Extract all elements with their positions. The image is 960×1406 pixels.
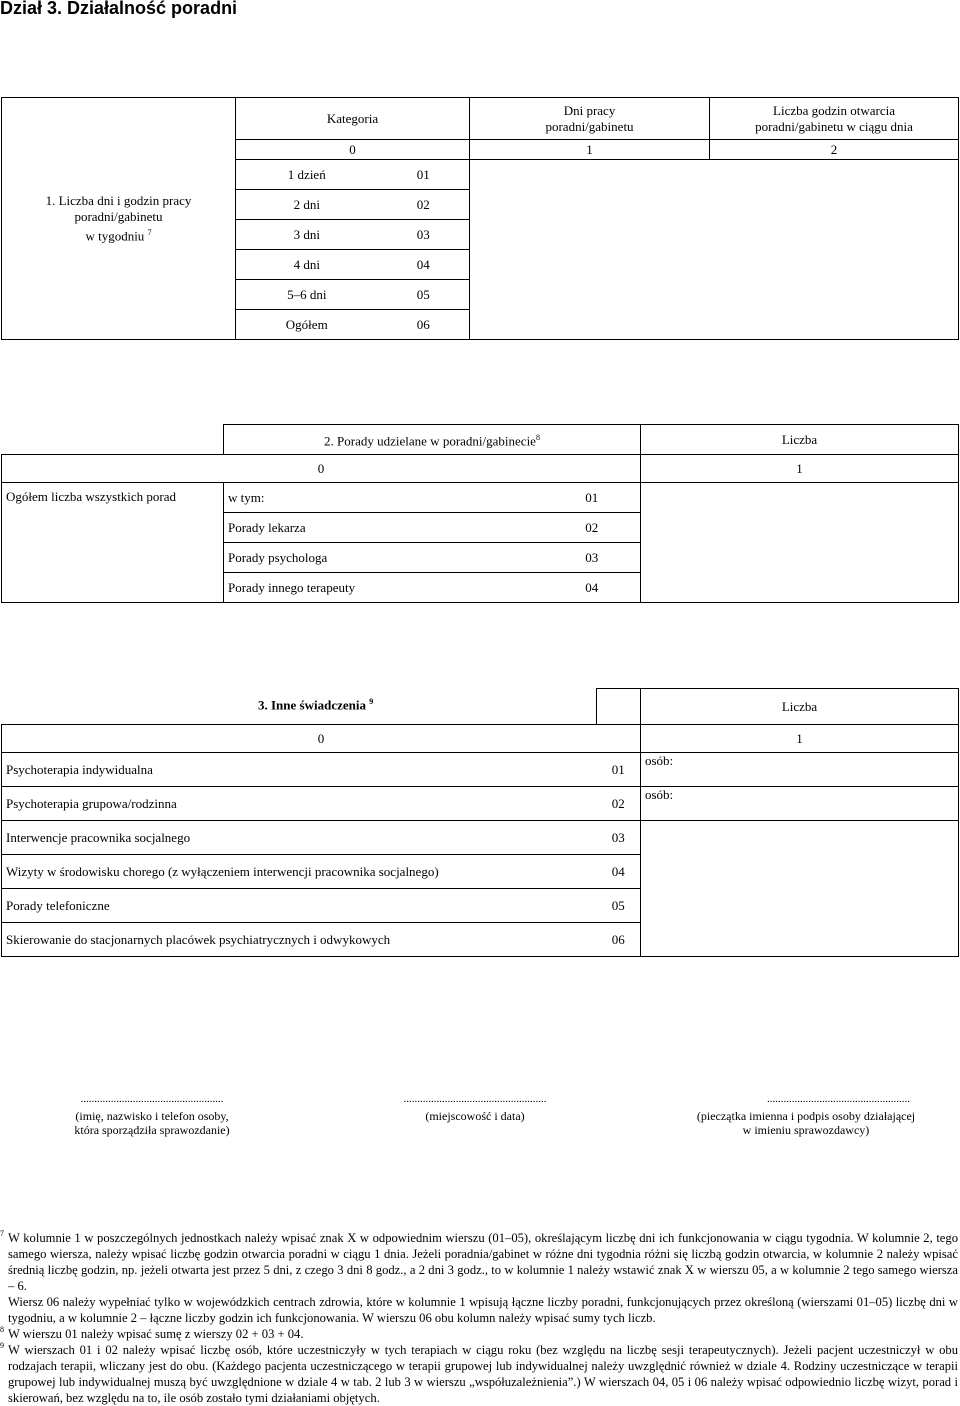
row-code: 01 [544,483,641,513]
footnote-number: 8 [0,1325,4,1334]
col-category-header: Kategoria [236,98,470,140]
footnote-number: 7 [0,1229,4,1238]
row-code: 03 [544,543,641,573]
row-label: Wizyty w środowisku chorego (z wyłączeniem interwencji pracownika socjalnego) [2,855,597,889]
row-code: 04 [544,573,641,603]
row-label: Psychoterapia indywidualna [2,753,597,787]
section2-title: 2. Porady udzielane w poradni/gabinecie$^8$ [224,425,641,455]
row-label: Porady innego terapeuty [224,573,544,603]
footnote-9: W wierszach 01 i 02 należy wpisać liczbę osób, które uczestniczyły w tych terapiach w ciągu roku (bez względu na liczbę sesji terapeutycznych). Jeżeli pacjent uczestniczył w obu rodzajach terapii, wliczany jest do obu. (Każdego pacjenta uczestniczącego w terapii grupowej lub indywidualnej należy uwzględnić również w dziale 4. Rodziny uczestniczące w terapii grupowej lub indywidualnej muszą być uwzględnione w dziale 4 w tab. 2 lub 3 w wierszu „współuzależnienia”.) W wierszach 04, 05 i 06 należy wpisać odpowiednio liczbę wizyt, porad i skierowań, bez względu na to, ile osób zostało tymi działaniami objętych. [8,1343,958,1405]
footnote-7: W kolumnie 1 w poszczególnych jednostkach należy wpisać znak X w odpowiednim wierszu (01–05), określającym liczbę dni ich funkcjonowania w ciągu tygodnia. W kolumnie 2, tego samego wiersza, należy wpisać liczbę godzin otwarcia poradni w ciągu 1 dnia. Jeżeli poradnia/gabinet w różne dni tygodnia różni się liczbą godzin otwarcia, w kolumnie 2 należy wpisać średnią liczbę godzin, np. jeżeli otwarta jest przez 5 dni, z czego 3 dni 8 godz., a 2 dni 3 godz., to w kolumnie 1 należy wstawić znak X w wierszu 05, a w kolumnie 2 tego samego wiersza – 6. [8,1231,958,1293]
footnote-7b: Wiersz 06 należy wypełniać tylko w wojewódzkich centrach zdrowia, które w kolumnie 1 wpisują łączne liczby poradni, funkcjonujących przez określoną (wierszami 01–05) liczbę dni w tygodniu, a w kolumnie 2 – łączne liczby godzin ich funkcjonowania. W wierszu 06 obu kolumn należy wpisać sumy tych liczb. [8,1295,958,1325]
row-label: Porady telefoniczne [2,889,597,923]
table-row [2,753,959,787]
blank-corner [2,425,224,455]
row-code: 06 [597,923,641,957]
col-number-1: 1 [641,725,959,753]
row-label: w tym: [224,483,544,513]
col-days-header: Dni pracy poradni/gabinetu [470,98,710,140]
row-label: Porady lekarza [224,513,544,543]
row-code: 03 [378,220,470,250]
page-title: Dział 3. Działalność poradni [0,0,238,18]
row-code: 01 [597,753,641,787]
signature-author: .................................................... (imię, nazwisko i telefon osoby, która sporządziła sprawozdanie) [52,1095,252,1137]
data-cells[interactable] [641,821,959,957]
row-code: 03 [597,821,641,855]
row-code: 02 [597,787,641,821]
row-label: Ogółem [236,310,378,340]
other-services-table [1,688,959,957]
col-number-0: 0 [2,455,641,483]
table-row [2,787,959,821]
data-cells[interactable] [641,483,959,603]
section3-title [597,689,641,725]
row-label: 1 dzień [236,160,378,190]
row-code: 02 [378,190,470,220]
row-code: 05 [597,889,641,923]
row-code: 01 [378,160,470,190]
row-label: Skierowanie do stacjonarnych placówek psychiatrycznych i odwykowych [2,923,597,957]
row-code: 05 [378,280,470,310]
consultations-table [1,424,959,603]
signature-line: .................................................... [80,1093,224,1105]
data-cells[interactable] [470,160,959,340]
col-count-header: Liczba [641,425,959,455]
footnotes [0,1229,958,1406]
row-label: Psychoterapia grupowa/rodzinna [2,787,597,821]
col-number-0: 0 [236,140,470,160]
footnote-number: 9 [0,1341,4,1350]
persons-cell[interactable]: osób: [641,787,959,821]
signature-stamp: .................................................... (pieczątka imienna i podpis osoby działającej w imieniu sprawozdawcy) [676,1095,936,1137]
table-row [2,483,959,513]
col-number-1: 1 [641,455,959,483]
days-hours-table [1,97,959,340]
footnote-8: W wierszu 01 należy wpisać sumę z wierszy 02 + 03 + 04. [8,1327,304,1341]
row-label: 2 dni [236,190,378,220]
row-label: 4 dni [236,250,378,280]
row-label: Interwencje pracownika socjalnego [2,821,597,855]
section3-title-text: 3. Inne świadczenia $^9$ [258,697,374,713]
signature-line: .................................................... [403,1093,547,1105]
section1-row-label: 1. Liczba dni i godzin pracy poradni/gabinetu w tygodniu $^7$ [2,98,236,340]
row-code: 02 [544,513,641,543]
persons-cell[interactable]: osób: [641,753,959,787]
table-row [2,821,959,855]
row-code: 06 [378,310,470,340]
signature-line: .................................................... [767,1093,910,1105]
col-hours-header: Liczba godzin otwarcia poradni/gabinetu w ciągu dnia [710,98,959,140]
row-code: 04 [597,855,641,889]
col-count-header: Liczba [641,689,959,725]
total-consultations-label: Ogółem liczba wszystkich porad [2,483,224,603]
col-number-2: 2 [710,140,959,160]
col-number-0: 0 [2,725,641,753]
row-code: 04 [378,250,470,280]
row-label: Porady psychologa [224,543,544,573]
row-label: 3 dni [236,220,378,250]
row-label: 5–6 dni [236,280,378,310]
col-number-1: 1 [470,140,710,160]
signature-place-date: .................................................... (miejscowość i data) [375,1095,575,1123]
